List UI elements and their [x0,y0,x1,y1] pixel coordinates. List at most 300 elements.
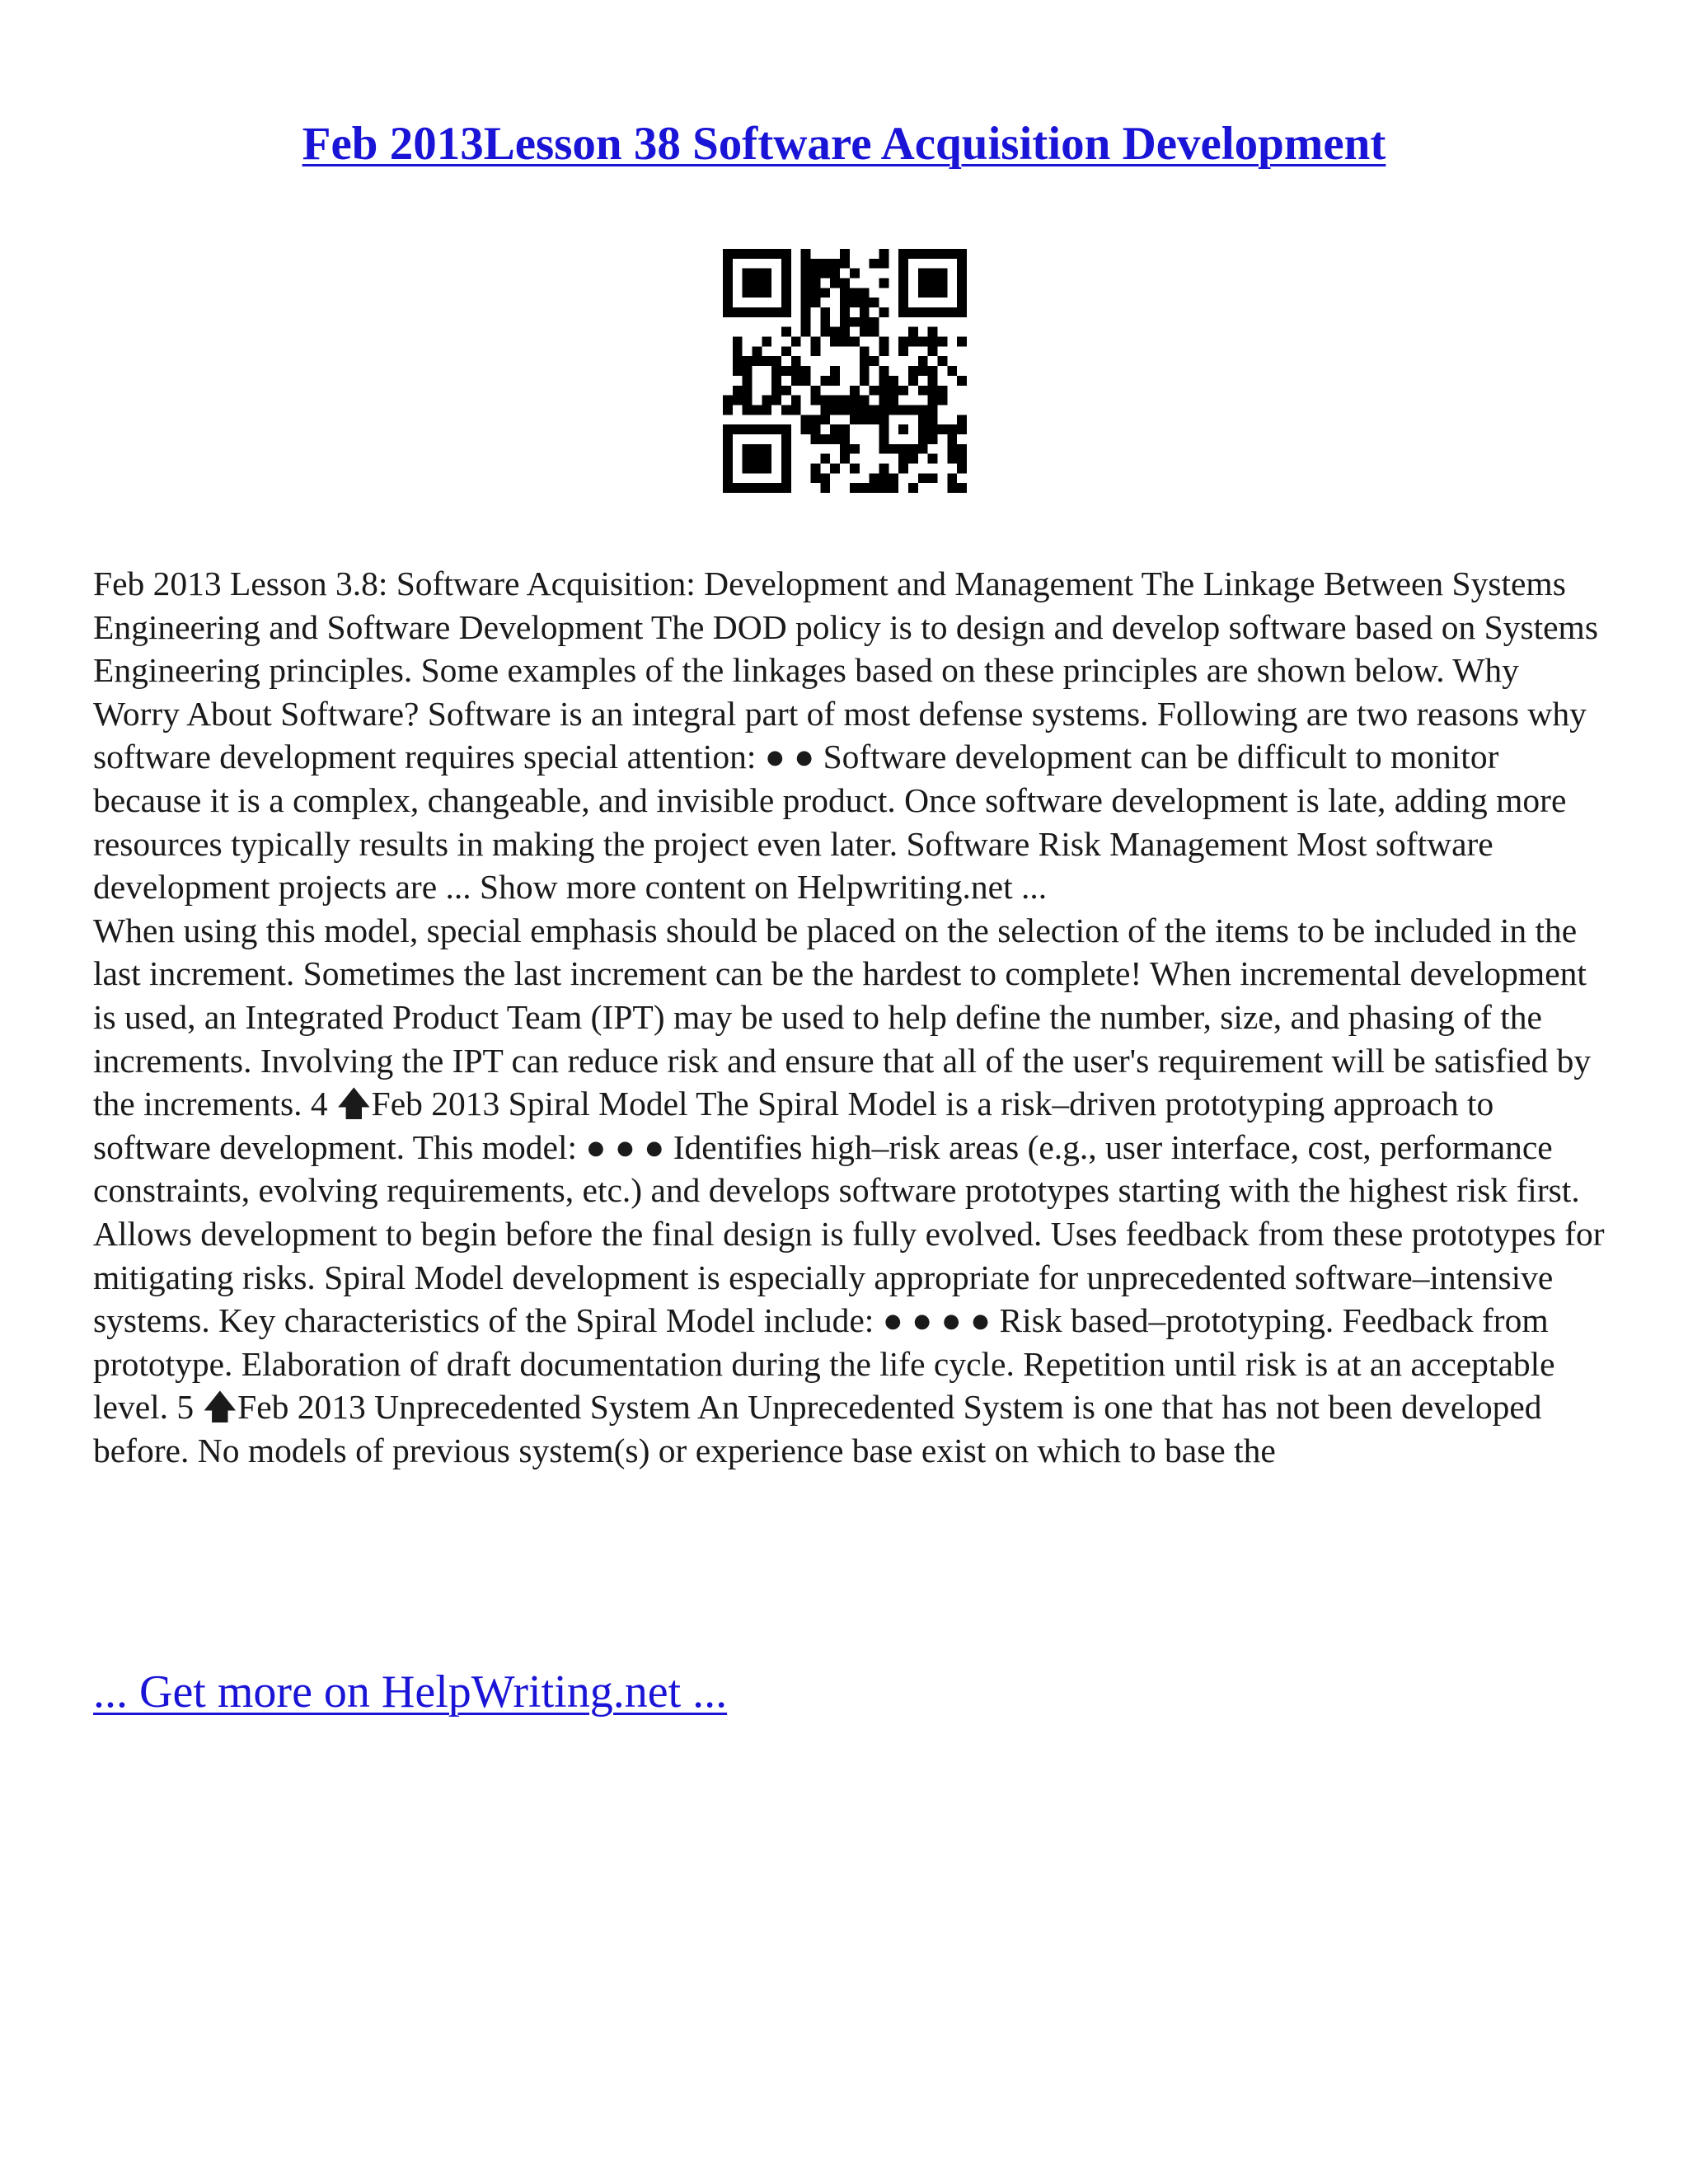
qr-module [879,434,889,444]
qr-module [918,337,928,347]
qr-module [957,298,967,307]
qr-module [840,396,850,405]
qr-module [781,366,791,376]
qr-module [801,424,811,434]
qr-module [840,434,850,444]
qr-module [762,269,771,279]
qr-module [937,337,947,347]
qr-module [733,396,743,405]
qr-module [820,307,830,317]
qr-module [928,307,938,317]
qr-module [753,269,762,279]
qr-module [879,473,889,483]
qr-module [928,473,938,483]
qr-module [753,405,762,415]
qr-module [781,249,791,259]
qr-module [928,376,938,386]
qr-module [898,386,908,396]
qr-module [879,249,889,259]
qr-module [753,454,762,464]
qr-module [879,396,889,405]
qr-module [811,473,821,483]
qr-module [811,415,821,424]
qr-module [762,279,771,288]
qr-module [743,396,753,405]
paragraph-2: When using this model, special emphasis should be placed on the selection of the items to be included in the last increment. Sometimes the last increment can be the hardest to complete! When incremental development is used, an Integrated Product Team (IPT) may be used to help define the number, size, and phasing of the increments. Involving the IPT can reduce risk and ensure that all of the user's requirement will be satisfied by the increments. 4 🡅Feb 2013 Spiral Model The Spiral Model is a risk–driven prototyping approach to software development. This model: ● ● ● Identifies high–risk areas (e.g., user interface, cost, performance constraints, evolving requirements, etc.) and develops software prototypes starting with the highest risk first. Allows development to begin before the final design is fully evolved. Uses feedback from these prototypes for mitigating risks. Spiral Model development is especially appropriate for unprecedented software–intensive systems. Key characteristics of the Spiral Model include: ● ● ● ● Risk based–prototyping. Feedback from prototype. Elaboration of draft documentation during the life cycle. Repetition until risk is at an acceptable level. 5 🡅Feb 2013 Unprecedented System An Unprecedented System is one that has not been developed before. No models of previous system(s) or experience base exist on which to base the [93,911,1605,1469]
qr-module [820,376,830,386]
qr-module [850,396,860,405]
qr-module [898,259,908,269]
qr-module [811,298,821,307]
qr-module [860,317,870,327]
qr-module [781,463,791,473]
qr-module [811,463,821,473]
qr-module [879,424,889,434]
qr-module [723,288,733,298]
qr-module [762,405,771,415]
article-body [93,562,1606,1472]
qr-module [937,356,947,366]
qr-module [879,483,889,493]
qr-module [820,405,830,415]
qr-module [860,376,870,386]
qr-module [743,405,753,415]
qr-module [781,269,791,279]
paragraph-1: Feb 2013 Lesson 3.8: Software Acquisition: Development and Management The Linkage Between Systems Engineering and Software Development The DOD policy is to design and develop software based on Systems Engineering principles. Some examples of the linkages based on these principles are shown below. Why Worry About Software? Software is an integral part of most defense systems. Following are two reasons why software development requires special attention: ● ● Software development can be difficult to monitor because it is a complex, changeable, and invisible product. Once software development is late, adding more resources typically results in making the project even later. Software Risk Management Most software development projects are ... Show more content on Helpwriting.net ... [93,565,1598,907]
qr-module [723,454,733,464]
qr-module [928,405,938,415]
qr-module [928,337,938,347]
qr-module [801,269,811,279]
qr-module [850,269,860,279]
qr-module [723,405,733,415]
qr-module [957,376,967,386]
qr-module [830,463,840,473]
qr-module [957,483,967,493]
qr-module [811,279,821,288]
qr-module [820,269,830,279]
qr-module [811,386,821,396]
qr-module [947,249,957,259]
qr-module [723,259,733,269]
page-title [0,115,1688,173]
qr-module [820,396,830,405]
qr-module [908,376,918,386]
qr-module [771,366,781,376]
qr-module [860,307,870,317]
qr-module [928,396,938,405]
qr-module [918,386,928,396]
qr-module [889,376,898,386]
qr-module [918,415,928,424]
qr-module [928,366,938,376]
qr-module [918,249,928,259]
qr-module [743,279,753,288]
qr-module [928,327,938,337]
qr-module [830,327,840,337]
qr-module [908,454,918,464]
qr-module [723,483,733,493]
qr-module [879,337,889,347]
qr-module [957,463,967,473]
qr-module [870,415,879,424]
qr-module [957,288,967,298]
qr-module [771,307,781,317]
qr-module [743,376,753,386]
qr-module [830,434,840,444]
qr-module [908,444,918,454]
qr-module [743,356,753,366]
qr-module [879,386,889,396]
qr-module [771,249,781,259]
qr-module [879,405,889,415]
qr-module [771,396,781,405]
qr-module [762,288,771,298]
qr-module [753,279,762,288]
qr-module [879,366,889,376]
qr-module [771,424,781,434]
qr-module [918,288,928,298]
qr-module [870,386,879,396]
qr-module [781,346,791,356]
qr-module [957,279,967,288]
qr-module [840,337,850,347]
qr-module [830,269,840,279]
qr-module [830,376,840,386]
qr-module [791,396,801,405]
qr-module [781,424,791,434]
qr-module [753,307,762,317]
qr-module [860,288,870,298]
qr-module [801,415,811,424]
qr-module [723,269,733,279]
qr-module [811,288,821,298]
qr-module [870,298,879,307]
qr-module [733,424,743,434]
qr-module [801,298,811,307]
qr-module [889,386,898,396]
qr-module [743,444,753,454]
qr-module [811,424,821,434]
qr-module [889,405,898,415]
qr-module [820,473,830,483]
qr-module [820,483,830,493]
qr-module [733,346,743,356]
qr-module [830,366,840,376]
qr-module [957,337,967,347]
qr-module [870,327,879,337]
qr-module [830,279,840,288]
qr-module [781,473,791,483]
qr-module [947,473,957,483]
qr-module [957,454,967,464]
qr-module [743,288,753,298]
qr-module [762,444,771,454]
qr-module [753,249,762,259]
qr-module [928,288,938,298]
qr-module [743,366,753,376]
qr-module [898,405,908,415]
qr-module [811,269,821,279]
qr-module [908,366,918,376]
qr-module [850,415,860,424]
qr-module [898,424,908,434]
qr-module [733,337,743,347]
qr-module [743,454,753,464]
qr-module [723,279,733,288]
footer [93,1663,727,1721]
qr-module [928,249,938,259]
qr-module [850,298,860,307]
qr-module [908,307,918,317]
qr-module [771,386,781,396]
qr-module [947,424,957,434]
qr-module [781,327,791,337]
qr-module [860,346,870,356]
qr-module [820,259,830,269]
qr-module [781,405,791,415]
qr-module [781,444,791,454]
qr-module [898,454,908,464]
qr-module [840,444,850,454]
qr-module [781,298,791,307]
qr-module [898,444,908,454]
qr-module [733,386,743,396]
qr-module [860,366,870,376]
qr-module [840,405,850,415]
qr-module [850,317,860,327]
qr-module [781,483,791,493]
qr-module [928,269,938,279]
qr-module [928,415,938,424]
qr-module [781,386,791,396]
qr-module [850,386,860,396]
qr-module [781,454,791,464]
qr-module [840,327,850,337]
qr-module [937,279,947,288]
qr-module [918,366,928,376]
qr-module [957,249,967,259]
qr-module [918,444,928,454]
qr-module [947,483,957,493]
qr-module [898,346,908,356]
qr-module [781,307,791,317]
qr-module [830,424,840,434]
qr-module [918,405,928,415]
qr-module [918,356,928,366]
qr-module [928,424,938,434]
qr-module [743,307,753,317]
qr-module [947,444,957,454]
qr-module [937,424,947,434]
qr-module [811,346,821,356]
qr-module [908,327,918,337]
qr-module [947,434,957,444]
qr-module [820,454,830,464]
qr-module [801,259,811,269]
qr-module [762,249,771,259]
qr-module [840,259,850,269]
qr-module [879,415,889,424]
qr-module [762,483,771,493]
qr-module [879,279,889,288]
qr-module [860,356,870,366]
qr-module [918,434,928,444]
qr-module [860,405,870,415]
qr-module [889,444,898,454]
qr-module [928,454,938,464]
qr-module [889,483,898,493]
qr-module [753,288,762,298]
qr-module [733,307,743,317]
qr-module [733,366,743,376]
qr-module [840,288,850,298]
qr-module [860,415,870,424]
qr-module [908,337,918,347]
qr-module [753,424,762,434]
qr-module [820,415,830,424]
qr-module [762,307,771,317]
qr-module [801,327,811,337]
qr-module [879,346,889,356]
qr-module [753,356,762,366]
qr-module [840,317,850,327]
qr-module [879,376,889,386]
qr-module [723,473,733,483]
qr-module [937,288,947,298]
qr-module [791,376,801,386]
qr-module [753,444,762,454]
qr-module [723,424,733,434]
qr-module [743,386,753,396]
qr-module [791,405,801,415]
qr-module [801,366,811,376]
qr-module [733,356,743,366]
qr-module [723,434,733,444]
qr-module [898,288,908,298]
qr-module [918,279,928,288]
qr-module [830,405,840,415]
qr-module [820,317,830,327]
qr-module [889,396,898,405]
qr-module [811,337,821,347]
qr-module [753,463,762,473]
qr-module [879,259,889,269]
qr-module [937,386,947,396]
qr-module [762,454,771,464]
qr-module [743,463,753,473]
qr-module [791,366,801,376]
qr-module [937,307,947,317]
qr-module [870,405,879,415]
qr-module [801,249,811,259]
qr-module [771,376,781,386]
qr-module [840,424,850,434]
qr-module [850,444,860,454]
qr-module [918,473,928,483]
qr-module [762,396,771,405]
qr-module [898,249,908,259]
qr-module [801,279,811,288]
qr-module [753,483,762,493]
qr-module [762,337,771,347]
qr-module [771,483,781,493]
qr-module [743,249,753,259]
qr-module [908,405,918,415]
qr-module [957,415,967,424]
qr-module [860,327,870,337]
qr-module [898,298,908,307]
qr-module [733,483,743,493]
qr-module [723,396,733,405]
qr-module [889,473,898,483]
qr-module [791,356,801,366]
qr-module [830,396,840,405]
qr-module [918,424,928,434]
qr-code-icon [723,249,967,493]
qr-module [860,483,870,493]
qr-module [879,307,889,317]
qr-module [947,454,957,464]
qr-module [947,366,957,376]
title-link[interactable]: Feb 2013Lesson 38 Software Acquisition Development [302,118,1386,170]
qr-module [947,307,957,317]
qr-module [762,424,771,434]
qr-module [723,463,733,473]
qr-module [860,298,870,307]
qr-module [723,307,733,317]
qr-module [820,288,830,298]
qr-module [762,463,771,473]
qr-module [743,424,753,434]
qr-module [781,259,791,269]
qr-module [762,356,771,366]
qr-module [898,463,908,473]
qr-module [850,463,860,473]
qr-module [898,279,908,288]
qr-module [957,259,967,269]
qr-module [801,376,811,386]
qr-module [801,317,811,327]
qr-module [801,288,811,298]
get-more-link[interactable]: ... Get more on HelpWriting.net ... [93,1666,728,1718]
qr-module [791,337,801,347]
qr-module [928,434,938,444]
qr-code-graphic [723,249,967,493]
qr-module [918,307,928,317]
qr-module [870,259,879,269]
qr-module [781,434,791,444]
qr-module [840,279,850,288]
qr-module [850,405,860,415]
qr-module [870,356,879,366]
qr-module [928,279,938,288]
qr-module [898,307,908,317]
qr-module [771,356,781,366]
qr-module [811,259,821,269]
qr-module [898,269,908,279]
qr-module [850,483,860,493]
qr-module [753,346,762,356]
qr-module [870,473,879,483]
qr-module [801,307,811,317]
qr-module [811,396,821,405]
qr-module [898,337,908,347]
qr-module [723,444,733,454]
qr-module [733,249,743,259]
qr-module [860,396,870,405]
qr-module [743,269,753,279]
